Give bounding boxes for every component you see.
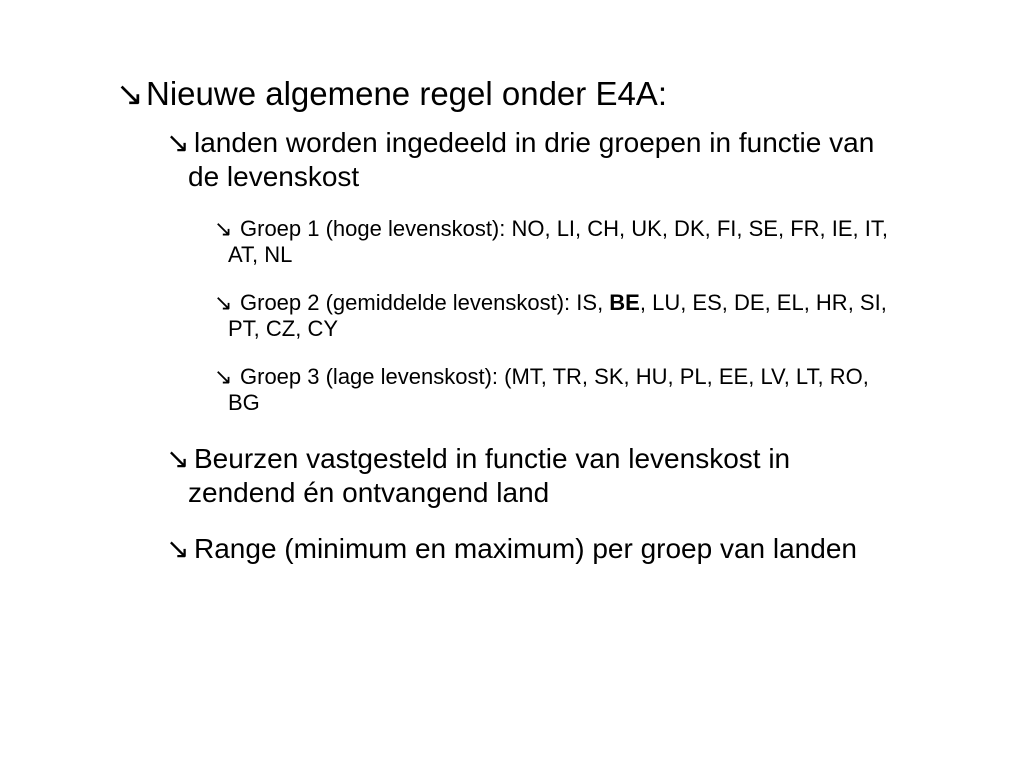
bullet-text (228, 290, 954, 343)
groep-2-suffix: , LU, ES, DE, EL, HR, SI, (639, 290, 887, 315)
bullet-text (228, 216, 954, 269)
bullet-line: PT, CZ, CY (228, 316, 339, 342)
bullet-line: AT, NL (228, 242, 293, 268)
bullet-line: Beurzen vastgesteld in functie van levenskost in (194, 443, 791, 474)
arrow-bullet-icon: ↘ (214, 216, 233, 241)
arrow-bullet-icon: ↘ (166, 127, 190, 158)
bullet-main (116, 74, 996, 114)
arrow-bullet-icon: ↘ (214, 364, 233, 389)
arrow-bullet-icon: ↘ (116, 75, 144, 112)
bullet-range (166, 532, 966, 566)
bullet-line: Groep 3 (lage levenskost): (MT, TR, SK, HU, PL, EE, LV, LT, RO, (240, 364, 869, 389)
bullet-line: BG (228, 390, 260, 416)
bullet-line: Groep 1 (hoge levenskost): NO, LI, CH, UK, DK, FI, SE, FR, IE, IT, (240, 216, 888, 241)
bullet-text (228, 364, 954, 417)
bullet-beurzen (166, 442, 966, 509)
bullet-landen-ingedeeld (166, 126, 966, 193)
arrow-bullet-icon: ↘ (214, 290, 233, 315)
bullet-text: Range (minimum en maximum) per groep van landen (194, 533, 857, 564)
bullet-text (188, 442, 966, 509)
bullet-groep-2 (214, 290, 954, 343)
bullet-main-text: Nieuwe algemene regel onder E4A: (146, 75, 667, 112)
groep-2-highlight: BE (609, 290, 640, 315)
bullet-groep-1 (214, 216, 954, 269)
arrow-bullet-icon: ↘ (166, 533, 190, 564)
bullet-line: zendend én ontvangend land (188, 476, 550, 508)
bullet-text (188, 126, 966, 193)
bullet-groep-3 (214, 364, 954, 417)
bullet-line (240, 290, 954, 316)
bullet-line: landen worden ingedeeld in drie groepen in functie van (194, 127, 875, 158)
bullet-line: de levenskost (188, 160, 360, 192)
arrow-bullet-icon: ↘ (166, 443, 190, 474)
groep-2-prefix: Groep 2 (gemiddelde levenskost): IS, (240, 290, 610, 315)
